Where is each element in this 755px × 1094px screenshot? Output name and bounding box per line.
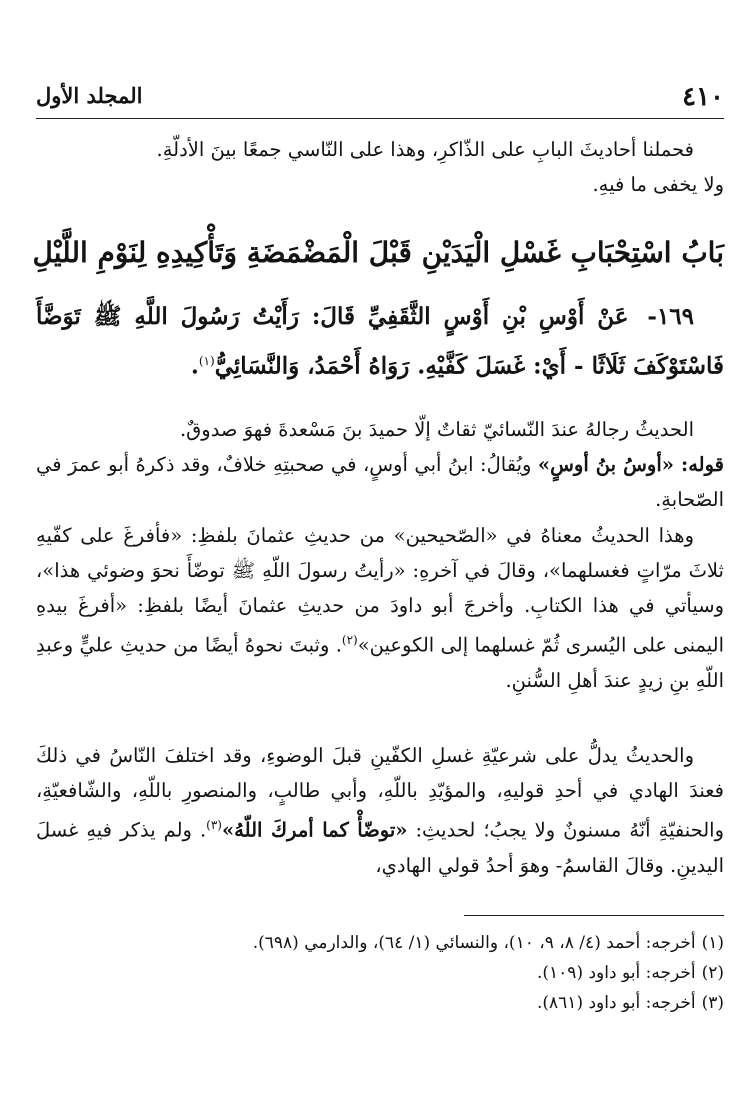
footnote-ref-3[interactable]: (٣) xyxy=(206,818,222,832)
hadith-text: ١٦٩- عَنْ أَوْسِ بْنِ أَوْسٍ الثَّقَفِيِّ قَالَ: رَأَيْتُ رَسُولَ اللَّهِ ﷺ تَوَضَّأَ فَاسْتَوْكَفَ ثَلَاثًا - أَيْ: غَسَلَ كَفَّيْهِ. رَوَاهُ أَحْمَدُ، وَالنَّسَائِيُّ$^{(١)}$. xyxy=(36,303,724,380)
intro-line-1: فحملنا أحاديثَ البابِ على الذّاكرِ، وهذا على النّاسي جمعًا بينَ الأدلّةِ. xyxy=(156,138,694,161)
commentary-label: قوله: «أوسُ بنُ أوسٍ» xyxy=(537,453,725,476)
footnote-number: (١) xyxy=(701,933,724,953)
footnote-text: أخرجه: أبو داود (١٠٩). xyxy=(537,963,696,983)
footnote-divider xyxy=(464,915,724,916)
footnote-text: أخرجه: أبو داود (٨٦١). xyxy=(537,993,696,1013)
page-number: ٤١٠ xyxy=(682,82,724,112)
commentary xyxy=(36,412,724,517)
volume-title: المجلد الأول xyxy=(36,83,143,108)
paragraph-2-tail: . وثبتَ نحوهُ أيضًا من حديثِ عليٍّ وعبدِ اللّهِ بنِ زيدٍ عندَ أهلِ السُّننِ. xyxy=(36,633,724,692)
footnote-number: (٢) xyxy=(701,963,724,983)
hadith-body: عَنْ أَوْسِ بْنِ أَوْسٍ الثَّقَفِيِّ قَالَ: رَأَيْتُ رَسُولَ اللَّهِ ﷺ تَوَضَّأَ فَاسْتَوْكَفَ ثَلَاثًا - أَيْ: غَسَلَ كَفَّيْهِ. رَوَاهُ أَحْمَدُ، وَالنَّسَائِيُّ xyxy=(36,303,724,380)
book-page xyxy=(32,0,725,1094)
footnote-ref-2[interactable]: (٢) xyxy=(341,633,358,647)
footnotes xyxy=(36,928,724,1018)
commentary-text: ويُقالُ: ابنُ أبي أوسٍ، في صحبتِهِ خلافٌ، وقد ذكرهُ أبو عمرَ في الصّحابةِ. xyxy=(36,453,724,511)
intro-paragraph xyxy=(36,132,724,202)
chapter-heading: بَابُ اسْتِحْبَابِ غَسْلِ الْيَدَيْنِ قَبْلَ الْمَضْمَضَةِ وَتَأْكِيدِهِ لِنَوْمِ اللَّيْلِ xyxy=(32,236,724,269)
footnote-text: أخرجه: أحمد (٤/ ٨، ٩، ١٠)، والنسائي (١/ ٦٤)، والدارمي (٦٩٨). xyxy=(252,933,696,953)
paragraph-3-quote: «توضّأْ كما أمركَ اللّهُ» xyxy=(221,818,408,842)
footnote-item xyxy=(36,958,724,988)
paragraph-2 xyxy=(36,518,724,698)
hadith-number: ١٦٩- xyxy=(647,303,694,330)
commentary-line-1: الحديثُ رجالهُ عندَ النّسائيّ ثقاتٌ إلّا حميدَ بنَ مَسْعدةَ فهوَ صدوقٌ. xyxy=(179,418,694,441)
header-divider xyxy=(36,118,724,119)
footnote-ref-1[interactable]: (١) xyxy=(198,354,215,368)
footnote-number: (٣) xyxy=(701,993,724,1013)
paragraph-2-text: وهذا الحديثُ معناهُ في «الصّحيحين» من حديثِ عثمانَ بلفظِ: «فأفرغَ على كفّيهِ ثلاثَ مرّاتٍ فغسلهما»، وقالَ في آخرهِ: «رأيتُ رسولَ اللّهِ ﷺ توضّأَ نحوَ وضوئي هذا»، وسيأتي في هذا الكتابِ. وأخرجَ أبو داودَ من حديثِ عثمانَ أيضًا بلفظِ: «أفرغَ بيدهِ اليمنى على اليُسرى ثُمّ غسلهما إلى الكوعين» xyxy=(36,524,724,657)
paragraph-3-tail: . ولم يذكر فيهِ غسلَ اليدينِ. وقالَ القاسمُ- وهوَ أحدُ قولي الهادي، xyxy=(36,818,724,877)
commentary-line-2 xyxy=(36,447,724,517)
page-header xyxy=(36,72,724,112)
footnote-item xyxy=(36,928,724,958)
paragraph-3-text: والحديثُ يدلُّ على شرعيّةِ غسلِ الكفّينِ قبلَ الوضوءِ، وقد اختلفَ النّاسُ في ذلكَ فعندَ الهادي في أحدِ قوليهِ، والمؤيّدِ باللّهِ، وأبي طالبٍ، والمنصورِ باللّهِ، والشّافعيّةِ، والحنفيّةِ أنّهُ مسنونٌ ولا يجبُ؛ لحديثِ: xyxy=(36,744,724,842)
paragraph-3 xyxy=(36,738,724,883)
footnote-item xyxy=(36,988,724,1018)
intro-line-2: ولا يخفى ما فيهِ. xyxy=(592,173,724,196)
